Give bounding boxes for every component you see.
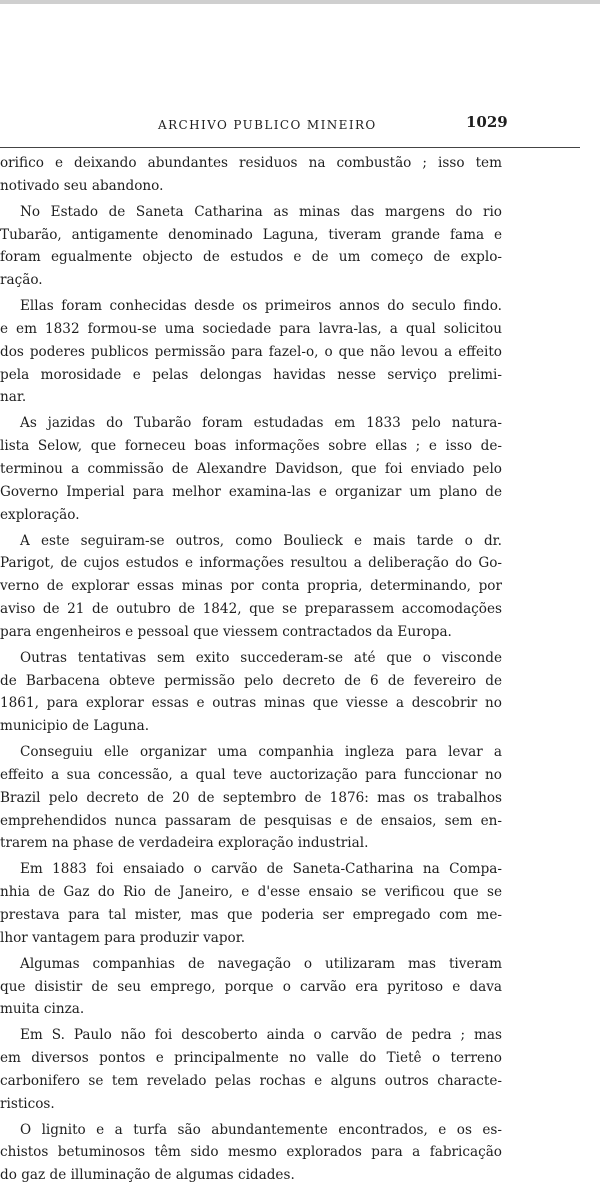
text-line: pela morosidade e pelas delongas havidas nesse serviço prelimi- (0, 366, 502, 383)
text-line: aviso de 21 de outubro de 1842, que se preparassem accomodações (0, 601, 502, 618)
text-line: para engenheiros e pessoal que viessem contractados da Europa. (0, 623, 452, 640)
text-line: Tubarão, antigamente denominado Laguna, tiveram grande fama e (0, 226, 502, 243)
text-line: effeito a sua concessão, a qual teve auctorização para funccionar no (0, 766, 502, 783)
text-line: nar. (0, 389, 27, 406)
page-header (0, 112, 600, 138)
paragraph (0, 741, 502, 855)
text-line: carbonifero se tem revelado pelas rochas e alguns outros characte- (0, 1072, 502, 1089)
paragraph (0, 858, 502, 949)
text-line: orifico e deixando abundantes residuos na combustão ; isso tem (0, 155, 502, 171)
text-line: A este seguiram-se outros, como Boulieck e mais tarde o dr. (20, 532, 502, 549)
text-line: trarem na phase de verdadeira exploração industrial. (0, 835, 369, 852)
text-line: risticos. (0, 1095, 55, 1112)
text-line: dos poderes publicos permissão para fazel-o, o que não levou a effeito (0, 343, 502, 360)
text-line: foram egualmente objecto de estudos e de um começo de explo- (0, 249, 502, 266)
text-line: muita cinza. (0, 1001, 85, 1018)
text-line: nhia de Gaz do Rio de Janeiro, e d'esse ensaio se verificou que se (0, 884, 502, 901)
text-line: 1861, para explorar essas e outras minas que viesse a descobrir no (0, 695, 502, 712)
paragraph (0, 412, 502, 526)
text-line: Outras tentativas sem exito succederam-se até que o visconde (20, 649, 502, 666)
text-line: Em S. Paulo não foi descoberto ainda o carvão de pedra ; mas (20, 1027, 502, 1044)
page-number: 1029 (466, 113, 508, 131)
paragraph (0, 530, 502, 644)
text-line: que disistir de seu emprego, porque o carvão era pyritoso e dava (0, 978, 502, 995)
paragraph (0, 201, 502, 292)
text-line: verno de explorar essas minas por conta propria, determinando, por (0, 578, 502, 595)
text-line: emprehendidos nunca passaram de pesquisas e de ensaios, sem en- (0, 812, 502, 829)
text-line: As jazidas do Tubarão foram estudadas em 1833 pelo natura- (20, 415, 502, 432)
text-line: ração. (0, 272, 43, 289)
text-line: chistos betuminosos têm sido mesmo explorados para a fabricação (0, 1144, 502, 1161)
text-line: lhor vantagem para produzir vapor. (0, 929, 246, 946)
text-line: e em 1832 formou-se uma sociedade para lavra-las, a qual solicitou (0, 320, 502, 337)
text-line: prestava para tal mister, mas que poderia ser empregado com me- (0, 907, 502, 923)
text-line: Algumas companhias de navegação o utilizaram mas tiveram (20, 955, 502, 972)
scan-top-edge (0, 0, 600, 4)
text-line: Conseguiu elle organizar uma companhia ingleza para levar a (20, 744, 502, 761)
text-line: Parigot, de cujos estudos e informações resultou a deliberação do Go- (0, 555, 502, 572)
text-line: Brazil pelo decreto de 20 de septembro de 1876: mas os trabalhos (0, 789, 502, 806)
text-line: de Barbacena obteve permissão pelo decreto de 6 de fevereiro de (0, 672, 502, 689)
paragraph (0, 295, 502, 409)
text-line: lista Selow, que forneceu boas informações sobre ellas ; e isso de- (0, 438, 502, 455)
text-line: Ellas foram conhecidas desde os primeiros annos do seculo findo. (20, 298, 502, 315)
text-line: O lignito e a turfa são abundantemente encontrados, e os es- (20, 1121, 502, 1138)
paragraph (0, 1024, 502, 1115)
paragraph (0, 647, 502, 738)
text-line: em diversos pontos e principalmente no valle do Tietê o terreno (0, 1050, 502, 1067)
paragraph (0, 152, 502, 198)
text-line: municipio de Laguna. (0, 718, 150, 735)
paragraph (0, 953, 502, 1022)
text-line: No Estado de Saneta Catharina as minas das margens do rio (20, 203, 502, 220)
text-line: terminou a commissão de Alexandre Davidson, que foi enviado pelo (0, 460, 502, 477)
body-text (0, 152, 502, 1190)
text-line: do gaz de illuminação de algumas cidades. (0, 1167, 295, 1184)
text-line: notivado seu abandono. (0, 177, 164, 194)
paragraph (0, 1119, 502, 1188)
text-line: Em 1883 foi ensaiado o carvão de Saneta-Catharina na Compa- (20, 861, 502, 878)
running-head: ARCHIVO PUBLICO MINEIRO (158, 118, 377, 132)
text-line: exploração. (0, 506, 80, 523)
header-rule (0, 147, 580, 148)
text-line: Governo Imperial para melhor examina-las e organizar um plano de (0, 483, 502, 500)
